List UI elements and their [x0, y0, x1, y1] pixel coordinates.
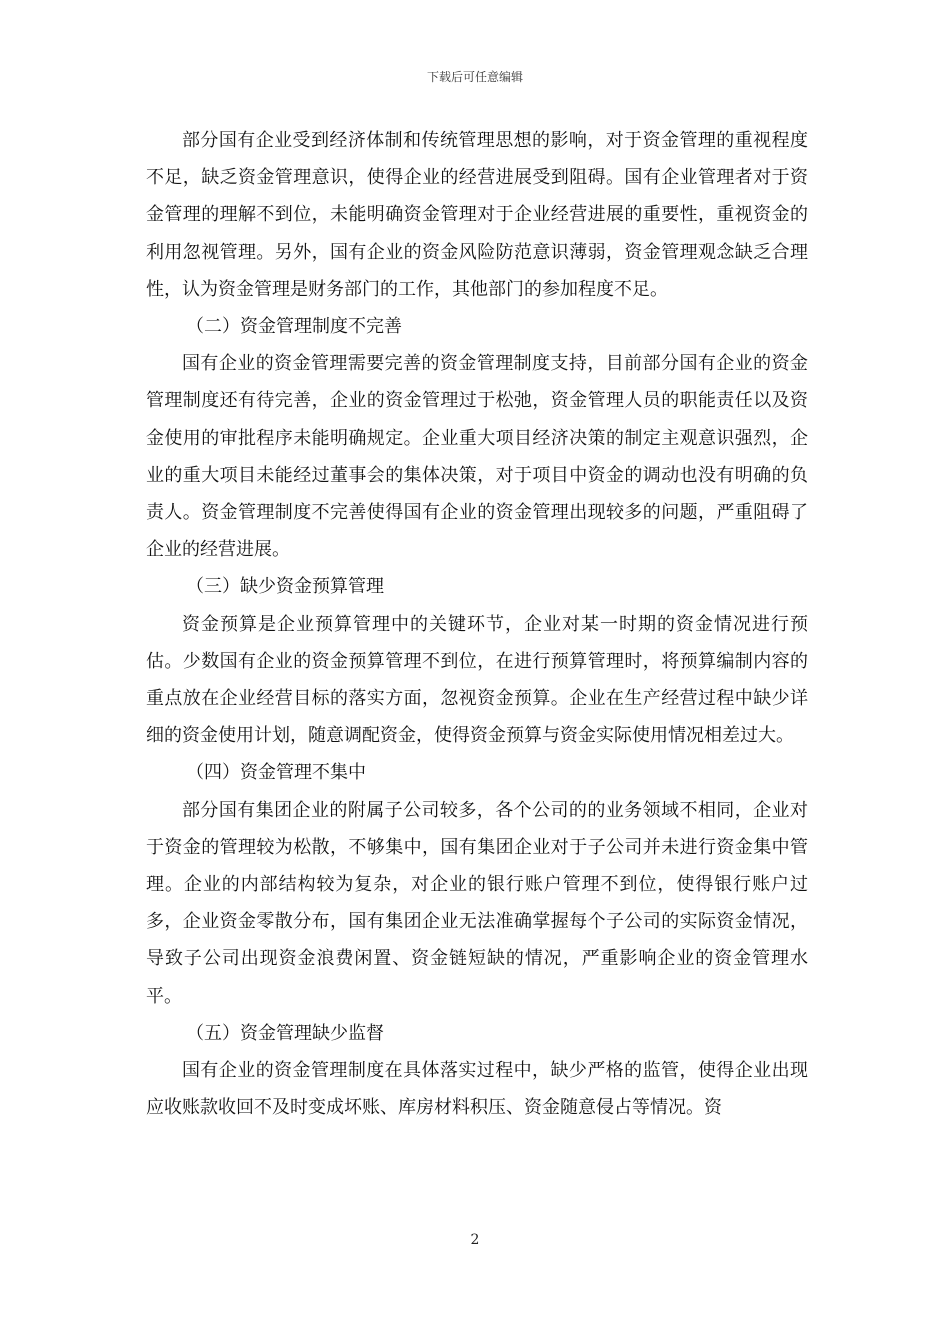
section-heading: （三）缺少资金预算管理: [186, 576, 384, 598]
section-heading: （二）资金管理制度不完善: [186, 316, 402, 338]
paragraph: 国有企业的资金管理制度在具体落实过程中，缺少严格的监管，使得企业出现应收账款收回不及时变成坏账、库房材料积压、资金随意侵占等情况。资: [146, 1060, 808, 1119]
page-header: 下载后可任意编辑: [426, 70, 523, 84]
paragraph: 部分国有企业受到经济体制和传统管理思想的影响，对于资金管理的重视程度不足，缺乏资金管理意识，使得企业的经营进展受到阻碍。国有企业管理者对于资金管理的理解不到位，未能明确资金管理对于企业经营进展的重要性，重视资金的利用忽视管理。另外，国有企业的资金风险防范意识薄弱，资金管理观念缺乏合理性，认为资金管理是财务部门的工作，其他部门的参加程度不足。: [146, 130, 808, 300]
document-body: [146, 122, 808, 1126]
paragraph: 资金预算是企业预算管理中的关键环节，企业对某一时期的资金情况进行预估。少数国有企业的资金预算管理不到位，在进行预算管理时，将预算编制内容的重点放在企业经营目标的落实方面，忽视资金预算。企业在生产经营过程中缺少详细的资金使用计划，随意调配资金，使得资金预算与资金实际使用情况相差过大。: [146, 613, 808, 747]
section-heading: （四）资金管理不集中: [186, 762, 366, 784]
paragraph: 国有企业的资金管理需要完善的资金管理制度支持，目前部分国有企业的资金管理制度还有待完善，企业的资金管理过于松弛，资金管理人员的职能责任以及资金使用的审批程序未能明确规定。企业重大项目经济决策的制定主观意识强烈，企业的重大项目未能经过董事会的集体决策，对于项目中资金的调动也没有明确的负责人。资金管理制度不完善使得国有企业的资金管理出现较多的问题，严重阻碍了企业的经营进展。: [146, 353, 808, 561]
section-heading: （五）资金管理缺少监督: [186, 1022, 384, 1044]
paragraph: 部分国有集团企业的附属子公司较多，各个公司的的业务领域不相同，企业对于资金的管理较为松散，不够集中，国有集团企业对于子公司并未进行资金集中管理。企业的内部结构较为复杂，对企业的银行账户管理不到位，使得银行账户过多，企业资金零散分布，国有集团企业无法准确掌握每个子公司的实际资金情况，导致子公司出现资金浪费闲置、资金链短缺的情况，严重影响企业的资金管理水平。: [146, 799, 808, 1007]
page-number: 2: [470, 1232, 480, 1248]
